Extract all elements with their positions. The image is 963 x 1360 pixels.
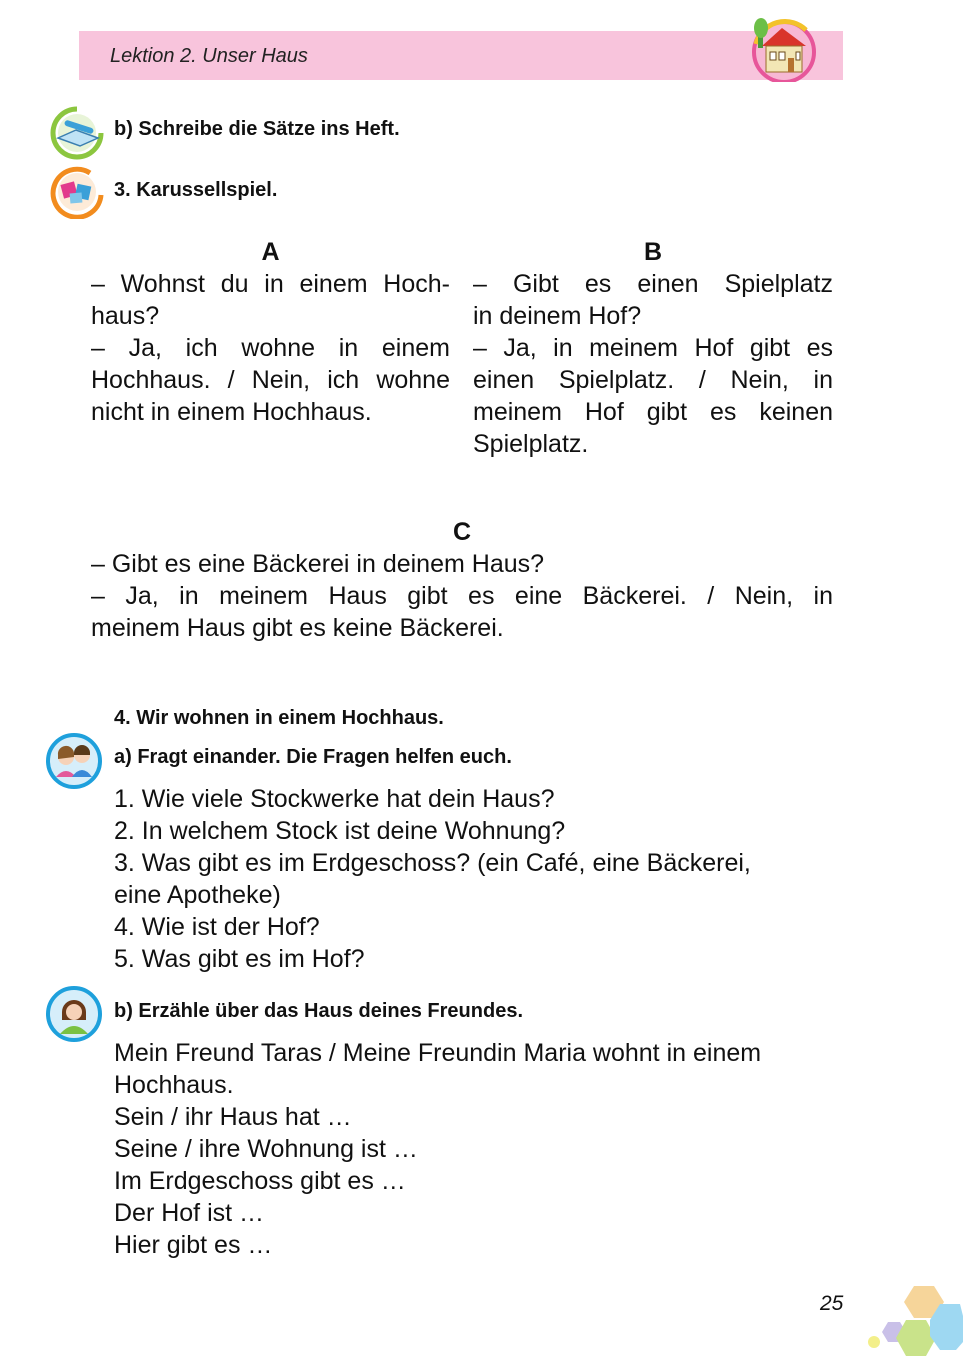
hexagon-decoration [860, 1280, 963, 1360]
column-b-label: B [643, 238, 663, 266]
page-number: 25 [820, 1292, 844, 1315]
task-4a-heading: a) Fragt einander. Die Fragen helfen euch. [114, 746, 512, 768]
story-template [114, 1037, 761, 1261]
cards-icon [50, 165, 104, 219]
task-2b-heading: b) Schreibe die Sätze ins Heft. [114, 118, 400, 140]
dialogue-column-c [91, 516, 833, 644]
dialogue-line: – Ja, in meinem Haus gibt es eine Bäckerei. / Nein, in [91, 582, 833, 610]
question-item: eine Apotheke) [114, 881, 281, 909]
template-line: Hier gibt es … [114, 1231, 273, 1259]
template-line: Hochhaus. [114, 1071, 234, 1099]
dialogue-line: Spielplatz. [473, 430, 589, 458]
column-c-label: C [452, 518, 472, 546]
task-4-heading: 4. Wir wohnen in einem Hochhaus. [114, 707, 444, 729]
dialogue-line: – Gibt es eine Bäckerei in deinem Haus? [91, 550, 545, 578]
question-item: 5. Was gibt es im Hof? [114, 945, 365, 973]
dialogue-line: in deinem Hof? [473, 302, 642, 330]
question-item: 4. Wie ist der Hof? [114, 913, 320, 941]
dialogue-line: meinem Hof gibt es keinen [473, 398, 833, 426]
dialogue-line: – Wohnst du in einem Hoch- [91, 270, 450, 298]
question-item: 1. Wie viele Stockwerke hat dein Haus? [114, 785, 555, 813]
template-line: Mein Freund Taras / Meine Freundin Maria wohnt in einem [114, 1039, 762, 1067]
dialogue-line: Hochhaus. / Nein, ich wohne [91, 366, 450, 394]
task-4b-heading: b) Erzähle über das Haus deines Freundes. [114, 1000, 524, 1022]
template-line: Sein / ihr Haus hat … [114, 1103, 352, 1131]
house-icon [744, 16, 820, 82]
dialogue-line: einen Spielplatz. / Nein, in [473, 366, 833, 394]
column-a-label: A [261, 238, 280, 266]
template-line: Seine / ihre Wohnung ist … [114, 1135, 418, 1163]
dialogue-column-b [473, 236, 833, 460]
book-pen-icon [50, 106, 104, 160]
dialogue-line: – Ja, in meinem Hof gibt es [473, 334, 833, 362]
question-item: 3. Was gibt es im Erdgeschoss? (ein Café, eine Bäckerei, [114, 849, 751, 877]
dialogue-line: – Ja, ich wohne in einem [91, 334, 450, 362]
dialogue-line: haus? [91, 302, 160, 330]
lesson-header [79, 31, 843, 80]
two-children-icon [46, 733, 102, 789]
lesson-title: Lektion 2. Unser Haus [110, 45, 308, 67]
question-item: 2. In welchem Stock ist deine Wohnung? [114, 817, 566, 845]
dialogue-line: meinem Haus gibt es keine Bäckerei. [91, 614, 504, 642]
dialogue-column-a [91, 236, 450, 428]
template-line: Der Hof ist … [114, 1199, 265, 1227]
question-list [114, 783, 751, 975]
girl-icon [46, 986, 102, 1042]
dialogue-line: – Gibt es einen Spielplatz [473, 270, 833, 298]
task-3-heading: 3. Karussellspiel. [114, 179, 278, 201]
template-line: Im Erdgeschoss gibt es … [114, 1167, 406, 1195]
dialogue-line: nicht in einem Hochhaus. [91, 398, 372, 426]
